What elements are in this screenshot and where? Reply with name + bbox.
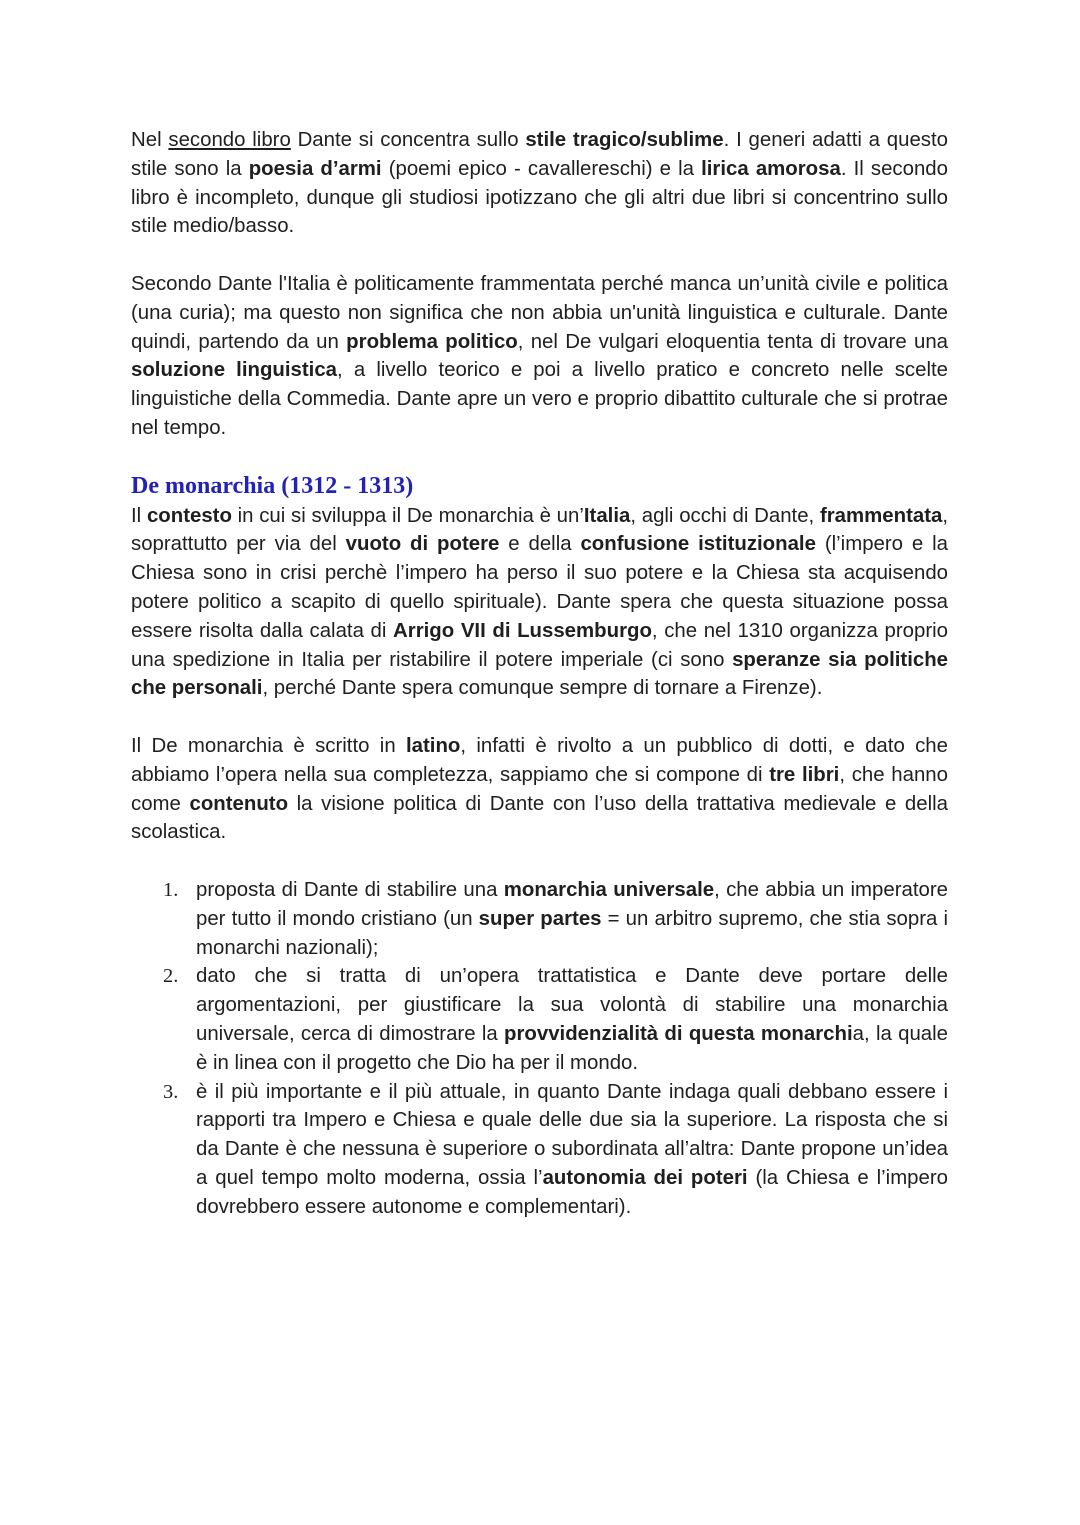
paragraph (131, 732, 948, 847)
text-segment: Il (131, 504, 147, 527)
list-item-number: 3. (163, 1080, 179, 1103)
text-bold: contenuto (189, 792, 289, 815)
text-segment: in cui si sviluppa il De monarchia è un’ (231, 504, 584, 527)
paragraph (131, 270, 948, 443)
numbered-list (131, 876, 948, 1222)
text-segment: , infatti è rivolto a un pubblico di dotti, e dato che abbiamo l’opera nella sua completezza, sappiamo che si compone di (131, 734, 948, 786)
text-segment: , a livello teorico e poi a livello pratico e concreto nelle scelte linguistiche della Commedia. Dante apre un vero e proprio dibattito culturale che si protrae nel tempo. (131, 359, 948, 439)
text-bold: stile tragico/sublime (525, 129, 724, 151)
text-bold: frammentata (819, 504, 943, 527)
text-bold: monarchia universale (503, 878, 715, 901)
text-bold: Italia (583, 504, 631, 527)
text-bold: confusione istituzionale (580, 533, 816, 556)
text-segment: Nel (131, 129, 169, 151)
document-page (131, 126, 948, 1221)
list-item (131, 1078, 948, 1222)
text-segment: Dante si concentra sullo (290, 129, 526, 151)
text-segment: Secondo Dante l'Italia è politicamente frammentata perché manca un’unità civile e politica (una curia); ma questo non significa che non abbia un'unità linguistica e culturale. Dante quindi, partendo da un (131, 272, 948, 353)
list-item (131, 876, 948, 962)
text-segment: (l’impero e la Chiesa sono in crisi perchè l’impero ha perso il suo potere e la Chiesa sta acquisendo potere politico a scapito di quello spirituale). Dante spera che questa situazione possa essere risolta dalla calata di (131, 533, 948, 642)
text-segment: dato che si tratta di un’opera trattatistica e Dante deve portare delle argomentazioni, per giustificare la sua volontà di stabilire una monarchia universale, cerca di dimostrare la (196, 965, 948, 1045)
text-underline: secondo libro (168, 129, 291, 151)
text-bold: lirica amorosa (701, 157, 841, 180)
text-segment: . I generi adatti a questo stile sono la (131, 129, 949, 180)
text-bold: problema politico (346, 330, 518, 353)
list-item-number: 2. (163, 965, 179, 988)
text-segment: (la Chiesa e l’impero dovrebbero essere autonome e complementari). (196, 1166, 948, 1218)
text-segment: , agli occhi di Dante, (630, 504, 820, 527)
section-heading: De monarchia (1312 - 1313) (131, 472, 414, 499)
text-segment: , che nel 1310 organizza proprio una spedizione in Italia per ristabilire il potere imperiale (ci sono (131, 619, 948, 671)
text-bold: provvidenzialità di questa monarchi (504, 1022, 853, 1045)
text-segment: (poemi epico - cavallereschi) e la (381, 157, 702, 180)
text-segment: = un arbitro supremo, che stia sopra i monarchi nazionali); (196, 907, 948, 959)
list-item-number: 1. (163, 878, 179, 901)
text-segment: e della (499, 533, 581, 556)
text-segment: , che hanno come (131, 763, 948, 815)
text-segment: proposta di Dante di stabilire una (196, 878, 504, 901)
text-bold: autonomia dei poteri (542, 1166, 748, 1189)
text-segment: è il più importante e il più attuale, in quanto Dante indaga quali debbano essere i rapporti tra Impero e Chiesa e quale delle due sia la superiore. La risposta che si da Dante è che nessuna è superiore o subordinata all’altra: Dante propone un’idea a quel tempo molto moderna, ossia l’ (196, 1080, 948, 1189)
text-bold: Arrigo VII di Lussemburgo (393, 619, 652, 642)
text-bold: vuoto di potere (345, 533, 500, 556)
text-segment: , nel De vulgari eloquentia tenta di trovare una (517, 330, 948, 353)
text-bold: tre libri (769, 763, 840, 786)
text-segment: a, la quale è in linea con il progetto che Dio ha per il mondo. (196, 1022, 948, 1074)
text-segment: , che abbia un imperatore per tutto il mondo cristiano (un (196, 878, 948, 930)
text-bold: poesia d’armi (248, 157, 382, 180)
paragraph-gap (131, 847, 948, 876)
paragraph-gap (131, 241, 948, 270)
text-segment: la visione politica di Dante con l’uso della trattativa medievale e della scolastica. (131, 792, 948, 844)
text-bold: soluzione linguistica (131, 359, 338, 382)
text-bold: contesto (146, 504, 232, 527)
text-segment: Il De monarchia è scritto in (131, 734, 406, 757)
text-segment: , perché Dante spera comunque sempre di tornare a Firenze). (262, 677, 823, 700)
text-bold: speranze sia politiche che personali (131, 648, 948, 700)
text-bold: latino (405, 734, 461, 757)
paragraph-gap (131, 703, 948, 732)
paragraph-gap (131, 443, 948, 472)
text-bold: super partes (478, 907, 602, 930)
text-segment: , soprattutto per via del (131, 504, 949, 556)
text-segment: . Il secondo libro è incompleto, dunque gli studiosi ipotizzano che gli altri due libri si concentrino sullo stile medio/basso. (131, 157, 948, 238)
paragraph (131, 502, 948, 704)
list-item (131, 962, 948, 1077)
paragraph (131, 126, 948, 241)
